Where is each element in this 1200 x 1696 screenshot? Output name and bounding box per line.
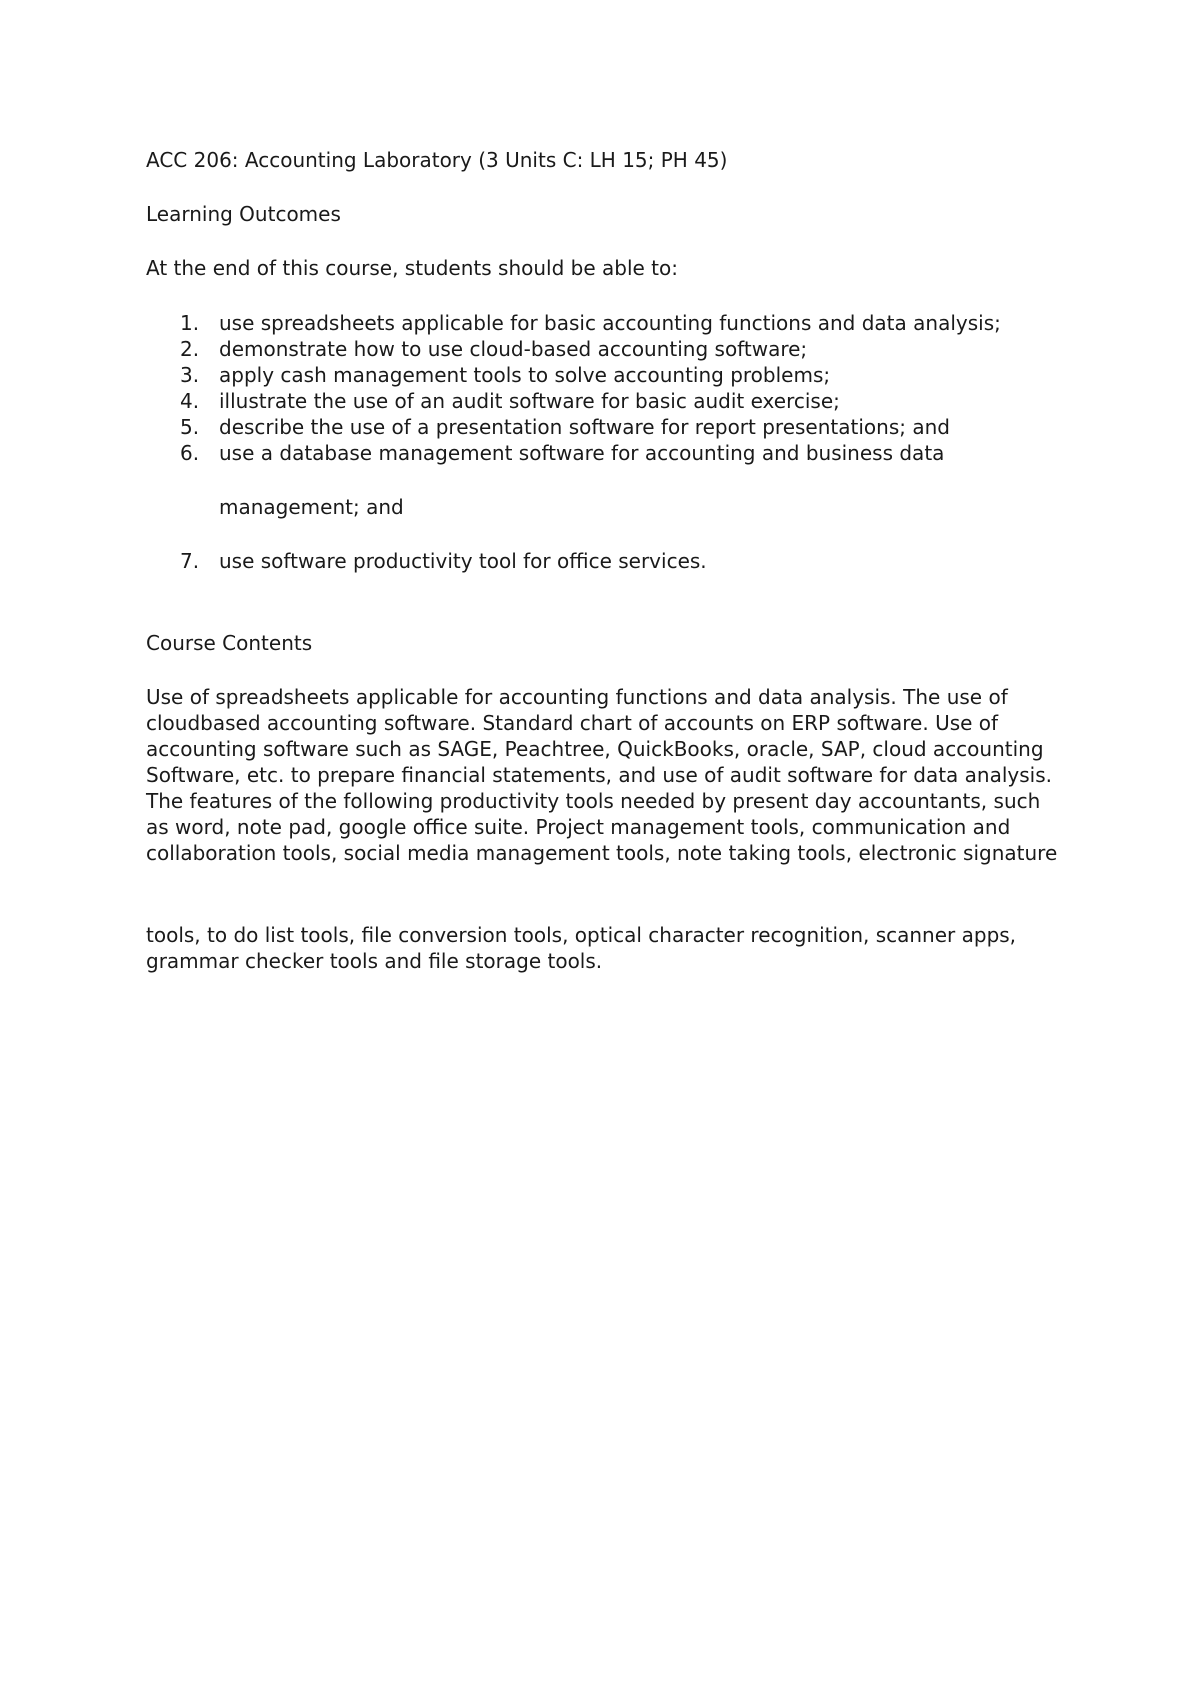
course-contents-paragraph: Use of spreadsheets applicable for accounting functions and data analysis. The use of cloudbased accounting software. Standard chart of accounts on ERP software. Use of accounting software such as SAGE, Peachtree, QuickBooks, oracle, SAP, cloud accounting Software, etc. to prepare financial statements, and use of audit software for data analysis. The features of the following productivity tools needed by present day accountants, such as word, note pad, google office suite. Project management tools, communication and collaboration tools, social media management tools, note taking tools, electronic signature (146, 685, 1058, 865)
list-item-text: illustrate the use of an audit software for basic audit exercise; (219, 389, 840, 413)
course-contents-paragraph-continued: tools, to do list tools, file conversion tools, optical character recognition, scanner apps, grammar checker tools and file storage tools. (146, 923, 1017, 973)
list-item-continuation (146, 494, 1066, 520)
list-number: 2. (180, 337, 200, 361)
list-item-text: use a database management software for accounting and business data (219, 441, 945, 465)
list-number: 7. (180, 549, 200, 573)
list-number: 5. (180, 415, 200, 439)
list-item (146, 310, 1066, 336)
list-item (146, 414, 1066, 440)
list-number: 6. (180, 441, 200, 465)
course-contents-heading: Course Contents (146, 631, 313, 655)
list-item-text: use software productivity tool for office services. (219, 549, 707, 573)
list-number: 3. (180, 363, 200, 387)
list-item (146, 440, 1066, 466)
list-item (146, 548, 1066, 574)
outcomes-intro: At the end of this course, students should be able to: (146, 256, 678, 280)
list-item-text: describe the use of a presentation software for report presentations; and (219, 415, 950, 439)
list-item-text: demonstrate how to use cloud-based accounting software; (219, 337, 808, 361)
list-item (146, 362, 1066, 388)
list-item (146, 336, 1066, 362)
list-item-text: use spreadsheets applicable for basic accounting functions and data analysis; (219, 311, 1001, 335)
list-number: 1. (180, 311, 200, 335)
learning-outcomes-list (146, 310, 1066, 574)
list-item-text: apply cash management tools to solve accounting problems; (219, 363, 831, 387)
course-title: ACC 206: Accounting Laboratory (3 Units C: LH 15; PH 45) (146, 148, 728, 172)
list-item-continuation-text: management; and (219, 495, 404, 519)
learning-outcomes-heading: Learning Outcomes (146, 202, 341, 226)
list-item (146, 388, 1066, 414)
list-number: 4. (180, 389, 200, 413)
